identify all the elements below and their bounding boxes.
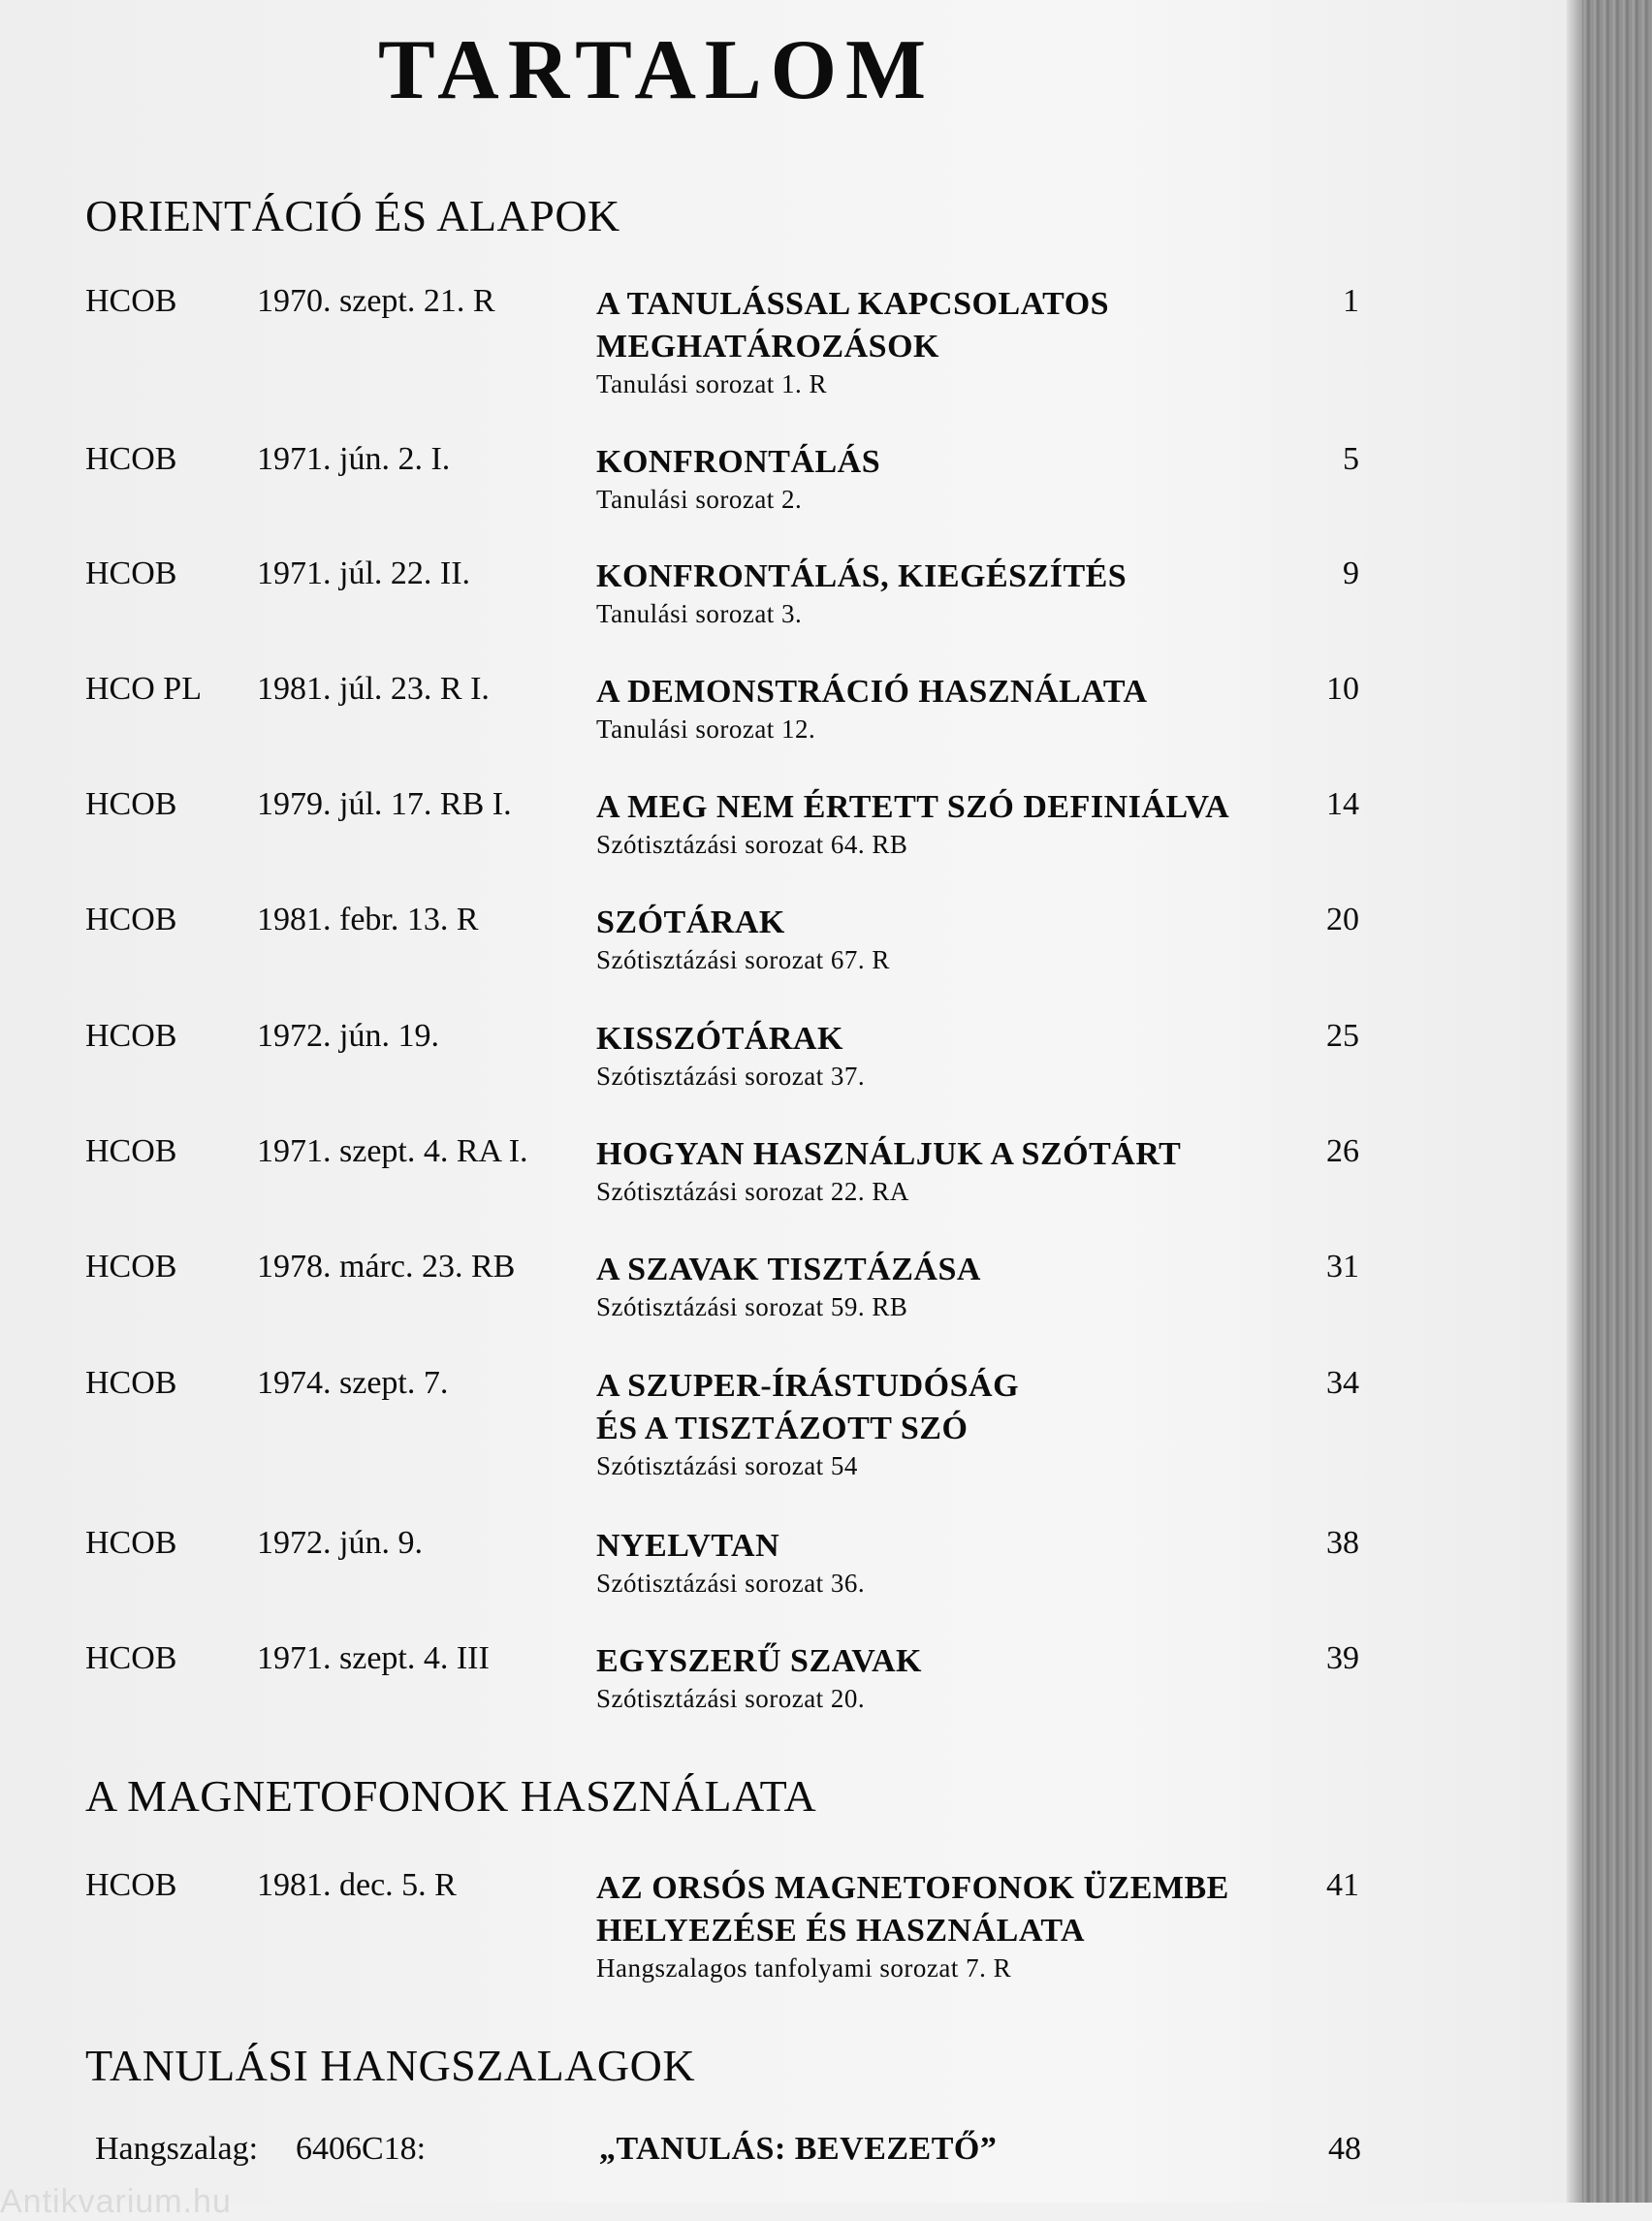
entry-date: 1971. jún. 2. I. bbox=[257, 441, 451, 477]
tape-code: 6406C18: bbox=[296, 2131, 427, 2167]
entry-series: Szótisztázási sorozat 59. RB bbox=[596, 1292, 908, 1321]
entry-title-line: MEGHATÁROZÁSOK bbox=[596, 329, 939, 365]
entry-title bbox=[596, 1525, 1236, 1599]
entry-title-line: NYELVTAN bbox=[596, 1528, 780, 1564]
tape-label: Hangszalag: bbox=[95, 2131, 259, 2167]
section-heading-study-tapes: TANULÁSI HANGSZALAGOK bbox=[85, 2041, 696, 2090]
entry-date: 1981. júl. 23. R I. bbox=[257, 671, 490, 707]
entry-code: HCOB bbox=[85, 1525, 177, 1561]
entry-page-number: 38 bbox=[1326, 1525, 1359, 1561]
entry-title-line: HOGYAN HASZNÁLJUK A SZÓTÁRT bbox=[596, 1136, 1182, 1172]
entry-code: HCOB bbox=[85, 1133, 177, 1169]
entry-code: HCOB bbox=[85, 1249, 177, 1285]
entry-title-line: SZÓTÁRAK bbox=[596, 904, 785, 940]
watermark: Antikvarium.hu bbox=[0, 2183, 232, 2220]
entry-page-number: 41 bbox=[1326, 1867, 1359, 1903]
entry-page-number: 10 bbox=[1326, 671, 1359, 707]
entry-title-line: HELYEZÉSE ÉS HASZNÁLATA bbox=[596, 1913, 1086, 1949]
entry-title bbox=[596, 902, 1236, 975]
entry-code: HCOB bbox=[85, 1640, 177, 1676]
entry-date: 1979. júl. 17. RB I. bbox=[257, 786, 512, 822]
entry-date: 1972. jún. 19. bbox=[257, 1018, 439, 1054]
entry-title bbox=[596, 671, 1236, 745]
entry-date: 1981. febr. 13. R bbox=[257, 902, 479, 937]
toc-entry bbox=[0, 1640, 1415, 1786]
section-heading-orientation: ORIENTÁCIÓ ÉS ALAPOK bbox=[85, 191, 620, 240]
entry-date: 1971. szept. 4. RA I. bbox=[257, 1133, 528, 1169]
entry-series: Tanulási sorozat 12. bbox=[596, 714, 816, 744]
entry-series: Szótisztázási sorozat 36. bbox=[596, 1569, 866, 1598]
entry-series: Szótisztázási sorozat 20. bbox=[596, 1684, 866, 1713]
entry-page-number: 26 bbox=[1326, 1133, 1359, 1169]
entry-series: Tanulási sorozat 3. bbox=[596, 599, 803, 628]
entry-page-number: 39 bbox=[1326, 1640, 1359, 1676]
page-title: TARTALOM bbox=[378, 23, 936, 117]
entry-title-line: KONFRONTÁLÁS, KIEGÉSZÍTÉS bbox=[596, 558, 1128, 594]
entry-series: Szótisztázási sorozat 37. bbox=[596, 1062, 866, 1091]
entry-code: HCOB bbox=[85, 902, 177, 937]
entry-date: 1974. szept. 7. bbox=[257, 1365, 449, 1401]
entry-series: Tanulási sorozat 1. R bbox=[596, 369, 828, 398]
section-heading-tape-recorders: A MAGNETOFONOK HASZNÁLATA bbox=[85, 1771, 817, 1821]
entry-title bbox=[596, 555, 1236, 629]
entry-series: Szótisztázási sorozat 22. RA bbox=[596, 1177, 909, 1206]
entry-page-number: 34 bbox=[1326, 1365, 1359, 1401]
entry-title-line: KONFRONTÁLÁS bbox=[596, 444, 881, 480]
entry-page-number: 14 bbox=[1326, 786, 1359, 822]
entry-page-number: 5 bbox=[1343, 441, 1359, 477]
entry-series: Szótisztázási sorozat 67. R bbox=[596, 945, 890, 974]
toc-entry bbox=[0, 283, 1415, 428]
entry-series: Hangszalagos tanfolyami sorozat 7. R bbox=[596, 1953, 1012, 1983]
entry-title-line: A DEMONSTRÁCIÓ HASZNÁLATA bbox=[596, 674, 1148, 710]
entry-code: HCOB bbox=[85, 555, 177, 591]
entry-title bbox=[596, 1018, 1236, 1092]
entry-title bbox=[596, 1867, 1236, 1983]
entry-title bbox=[596, 441, 1236, 515]
toc-entry bbox=[0, 1365, 1415, 1510]
entry-date: 1981. dec. 5. R bbox=[257, 1867, 457, 1903]
entry-code: HCOB bbox=[85, 1018, 177, 1054]
entry-date: 1970. szept. 21. R bbox=[257, 283, 495, 319]
entry-title bbox=[596, 1365, 1236, 1481]
entry-title bbox=[596, 1640, 1236, 1714]
entry-title-line: A SZAVAK TISZTÁZÁSA bbox=[596, 1252, 981, 1287]
entry-date: 1971. szept. 4. III bbox=[257, 1640, 490, 1676]
entry-code: HCOB bbox=[85, 1867, 177, 1903]
entry-title bbox=[596, 283, 1236, 399]
entry-title-line: KISSZÓTÁRAK bbox=[596, 1021, 843, 1057]
entry-series: Tanulási sorozat 2. bbox=[596, 485, 803, 514]
entry-title bbox=[596, 786, 1236, 860]
entry-title-line: A SZUPER-ÍRÁSTUDÓSÁG bbox=[596, 1368, 1020, 1404]
entry-page-number: 1 bbox=[1343, 283, 1359, 319]
entry-title-line: EGYSZERŰ SZAVAK bbox=[596, 1643, 922, 1679]
entry-title bbox=[596, 1249, 1236, 1322]
entry-page-number: 9 bbox=[1343, 555, 1359, 591]
entry-title-line: A MEG NEM ÉRTETT SZÓ DEFINIÁLVA bbox=[596, 789, 1230, 825]
entry-title-line: A TANULÁSSAL KAPCSOLATOS bbox=[596, 286, 1110, 322]
book-binding-edge bbox=[1582, 0, 1652, 2203]
entry-page-number: 20 bbox=[1326, 902, 1359, 937]
entry-code: HCOB bbox=[85, 786, 177, 822]
toc-entry bbox=[0, 1867, 1415, 2013]
entry-series: Szótisztázási sorozat 64. RB bbox=[596, 830, 908, 859]
tape-page-number: 48 bbox=[1328, 2131, 1361, 2167]
tape-title: „TANULÁS: BEVEZETŐ” bbox=[599, 2131, 998, 2167]
entry-page-number: 25 bbox=[1326, 1018, 1359, 1054]
entry-code: HCOB bbox=[85, 283, 177, 319]
entry-title-line: ÉS A TISZTÁZOTT SZÓ bbox=[596, 1411, 969, 1446]
entry-code: HCOB bbox=[85, 441, 177, 477]
entry-page-number: 31 bbox=[1326, 1249, 1359, 1285]
entry-series: Szótisztázási sorozat 54 bbox=[596, 1451, 858, 1480]
entry-title bbox=[596, 1133, 1236, 1207]
entry-date: 1978. márc. 23. RB bbox=[257, 1249, 516, 1285]
entry-date: 1972. jún. 9. bbox=[257, 1525, 423, 1561]
entry-title-line: AZ ORSÓS MAGNETOFONOK ÜZEMBE bbox=[596, 1870, 1229, 1906]
entry-date: 1971. júl. 22. II. bbox=[257, 555, 471, 591]
entry-code: HCO PL bbox=[85, 671, 202, 707]
tape-entry bbox=[0, 2131, 1415, 2179]
entry-code: HCOB bbox=[85, 1365, 177, 1401]
